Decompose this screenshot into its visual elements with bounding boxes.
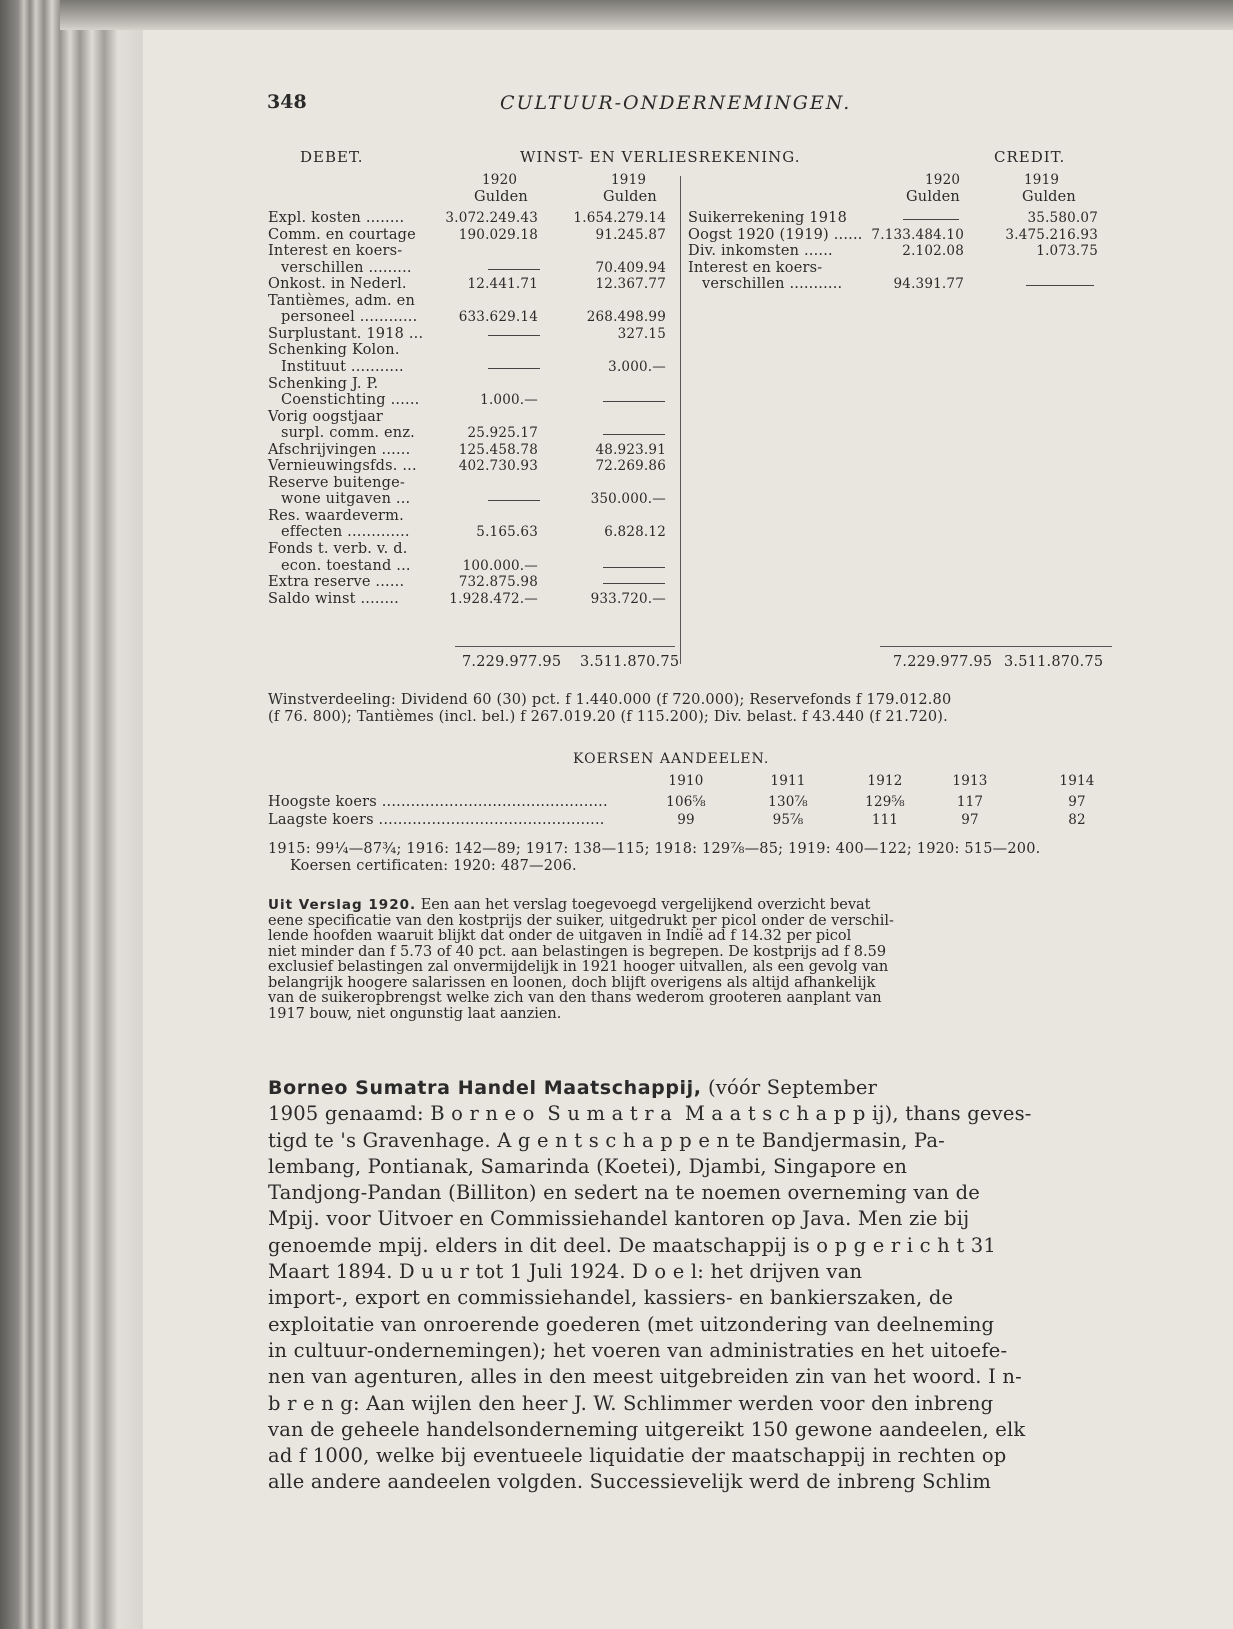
debet-value-1919: 6.828.12 bbox=[604, 524, 666, 541]
debet-heading: DEBET. bbox=[300, 148, 364, 166]
credit-total-b: 3.511.870.75 bbox=[1004, 654, 1104, 670]
debet-row-label: verschillen ......... bbox=[281, 259, 412, 276]
debet-row-label: Schenking J. P. bbox=[268, 375, 379, 392]
debet-row-label: Reserve buitenge- bbox=[268, 474, 406, 491]
debet-row-label: Saldo winst ........ bbox=[268, 590, 399, 607]
debet-value-1920: 12.441.71 bbox=[467, 276, 538, 293]
debet-year-a: 1920 bbox=[482, 172, 518, 188]
koersen-value: 130⅞ bbox=[768, 794, 808, 810]
company-line: 1905 genaamd: B o r n e o S u m a t r a M a a t s c h a p p ij), thans geves- bbox=[268, 1102, 1032, 1126]
debet-empty-1919 bbox=[603, 434, 665, 435]
koersen-value: 106⅝ bbox=[666, 794, 706, 810]
company-line: import-, export en commissiehandel, kassiers- en bankierszaken, de bbox=[268, 1286, 954, 1310]
debet-row-label: econ. toestand ... bbox=[281, 557, 411, 574]
debet-total-b: 3.511.870.75 bbox=[580, 654, 680, 670]
credit-row-label: verschillen ........... bbox=[702, 276, 843, 293]
verslag-paragraph bbox=[268, 898, 1118, 1022]
debet-value-1920: 5.165.63 bbox=[476, 524, 538, 541]
debet-value-1920: 1.928.472.— bbox=[449, 590, 538, 607]
credit-unit-b: Gulden bbox=[1022, 189, 1076, 205]
debet-value-1919: 268.498.99 bbox=[586, 309, 666, 326]
credit-empty-1920 bbox=[903, 219, 959, 220]
debet-row-label: Instituut ........... bbox=[281, 358, 404, 375]
debet-row-label: Afschrijvingen ...... bbox=[268, 441, 411, 458]
verslag-line-1: Een aan het verslag toegevoegd vergelijkend overzicht bevat bbox=[416, 897, 871, 913]
company-line: Tandjong-Pandan (Billiton) en sedert na te noemen overneming van de bbox=[268, 1181, 981, 1205]
koersen-row-label: Hoogste koers ............................................... bbox=[268, 794, 608, 810]
credit-total-rule bbox=[880, 646, 1112, 647]
debet-empty-1919 bbox=[603, 401, 665, 402]
debet-empty-1920 bbox=[488, 335, 540, 336]
debet-value-1920: 100.000.— bbox=[462, 557, 538, 574]
debet-value-1919: 12.367.77 bbox=[595, 276, 666, 293]
koersen-note-2: Koersen certificaten: 1920: 487—206. bbox=[290, 858, 577, 874]
book-top-edge bbox=[60, 0, 1233, 30]
debet-empty-1920 bbox=[488, 368, 540, 369]
koersen-year: 1914 bbox=[1059, 773, 1095, 789]
debet-row-label: Schenking Kolon. bbox=[268, 342, 400, 359]
koersen-value: 111 bbox=[871, 812, 899, 828]
debet-row-label: Interest en koers- bbox=[268, 243, 403, 260]
company-line: b r e n g: Aan wijlen den heer J. W. Schlimmer werden voor den inbreng bbox=[268, 1391, 994, 1415]
koersen-value: 97 bbox=[1068, 794, 1086, 810]
debet-value-1919: 3.000.— bbox=[608, 358, 666, 375]
credit-heading: CREDIT. bbox=[994, 148, 1066, 166]
account-title: WINST- EN VERLIESREKENING. bbox=[520, 148, 801, 166]
verslag-heading: Uit Verslag 1920. bbox=[268, 897, 417, 913]
verslag-line: niet minder dan f 5.73 of 40 pct. aan belastingen is begrepen. De kostprijs ad f 8.59 bbox=[268, 943, 887, 960]
koersen-value: 95⅞ bbox=[772, 812, 804, 828]
debet-value-1920: 1.000.— bbox=[480, 392, 538, 409]
credit-value-1920: 94.391.77 bbox=[893, 276, 964, 293]
koersen-year: 1912 bbox=[867, 773, 903, 789]
company-line: ad f 1000, welke bij eventueele liquidatie der maatschappij in rechten op bbox=[268, 1444, 1007, 1468]
company-lines bbox=[268, 1101, 1118, 1495]
koersen-year: 1911 bbox=[770, 773, 806, 789]
company-line: lembang, Pontianak, Samarinda (Koetei), Djambi, Singapore en bbox=[268, 1154, 908, 1178]
debet-row-label: Extra reserve ...... bbox=[268, 574, 405, 591]
debet-value-1920: 3.072.249.43 bbox=[445, 210, 538, 226]
debet-value-1919: 327.15 bbox=[617, 325, 666, 342]
debet-row-label: Vernieuwingsfds. ... bbox=[268, 458, 417, 475]
debet-year-b: 1919 bbox=[611, 172, 647, 188]
credit-value-1919: 1.073.75 bbox=[1036, 243, 1098, 260]
debet-unit-a: Gulden bbox=[474, 189, 528, 205]
verslag-line: van de suikeropbrengst welke zich van den thans wederom grooteren aanplant van bbox=[268, 990, 882, 1006]
koersen-row-label: Laagste koers ............................................... bbox=[268, 812, 605, 828]
debet-row-label: Expl. kosten ........ bbox=[268, 210, 405, 226]
debet-empty-1920 bbox=[488, 269, 540, 270]
debet-empty-1920 bbox=[488, 500, 540, 501]
credit-year-a: 1920 bbox=[925, 172, 961, 188]
debet-value-1919: 1.654.279.14 bbox=[573, 210, 666, 226]
koersen-value: 117 bbox=[956, 794, 984, 810]
debet-value-1919: 72.269.86 bbox=[595, 458, 666, 475]
debet-row-label: effecten ............. bbox=[281, 524, 410, 541]
debet-value-1920: 732.875.98 bbox=[458, 574, 538, 591]
credit-row-label: Div. inkomsten ...... bbox=[688, 243, 833, 260]
debet-empty-1919 bbox=[603, 583, 665, 584]
debet-row-label: Tantièmes, adm. en bbox=[268, 292, 415, 309]
debet-row-label: Comm. en courtage bbox=[268, 226, 416, 243]
debet-value-1920: 633.629.14 bbox=[458, 309, 538, 326]
koersen-note-1: 1915: 99¼—87¾; 1916: 142—89; 1917: 138—115; 1918: 129⅞—85; 1919: 400—122; 1920: 515—200. bbox=[268, 841, 1041, 857]
credit-row-label: Interest en koers- bbox=[688, 259, 823, 276]
credit-row-label: Suikerrekening 1918 bbox=[688, 210, 847, 226]
company-paragraph bbox=[268, 1075, 1118, 1496]
debet-value-1919: 933.720.— bbox=[590, 590, 666, 607]
company-name: Borneo Sumatra Handel Maatschappij, bbox=[268, 1077, 702, 1099]
debet-value-1920: 402.730.93 bbox=[458, 458, 538, 475]
credit-empty-1919 bbox=[1026, 285, 1094, 286]
debet-value-1920: 190.029.18 bbox=[458, 226, 538, 243]
debet-value-1920: 125.458.78 bbox=[458, 441, 538, 458]
company-line: tigd te 's Gravenhage. A g e n t s c h a p p e n te Bandjermasin, Pa- bbox=[268, 1128, 945, 1152]
company-line: alle andere aandeelen volgden. Successievelijk werd de inbreng Schlim bbox=[268, 1470, 992, 1494]
koersen-value: 129⅝ bbox=[865, 794, 905, 810]
credit-value-1920: 2.102.08 bbox=[902, 243, 964, 260]
koersen-value: 99 bbox=[677, 812, 695, 828]
debet-row-label: Onkost. in Nederl. bbox=[268, 276, 407, 293]
debet-total-rule bbox=[455, 646, 675, 647]
verslag-line: exclusief belastingen zal onvermijdelijk in 1921 hooger uitvallen, als een gevolg van bbox=[268, 959, 889, 975]
running-title: CULTUUR-ONDERNEMINGEN. bbox=[500, 92, 852, 114]
debet-row-label: surpl. comm. enz. bbox=[281, 425, 415, 442]
winstverdeeling-line-1: Winstverdeeling: Dividend 60 (30) pct. f 1.440.000 (f 720.000); Reservefonds f 179.012.80 bbox=[268, 692, 952, 708]
winstverdeeling-line-2: (f 76. 800); Tantièmes (incl. bel.) f 267.019.20 (f 115.200); Div. belast. f 43.440 (f 21.720). bbox=[268, 709, 948, 725]
company-line-1: (vóór September bbox=[701, 1076, 878, 1099]
verslag-line: eene specificatie van den kostprijs der suiker, uitgedrukt per picol onder de verschil- bbox=[268, 912, 894, 929]
account-divider bbox=[680, 176, 681, 664]
verslag-line: belangrijk hoogere salarissen en loonen, doch blijft overigens als altijd afhankelijk bbox=[268, 974, 876, 991]
koersen-value: 97 bbox=[961, 812, 979, 828]
debet-value-1919: 91.245.87 bbox=[595, 226, 666, 243]
debet-value-1919: 48.923.91 bbox=[595, 441, 666, 458]
debet-unit-b: Gulden bbox=[603, 189, 657, 205]
verslag-line: lende hoofden waaruit blijkt dat onder de uitgaven in Indië ad f 14.32 per picol bbox=[268, 928, 852, 944]
credit-value-1919: 35.580.07 bbox=[1027, 210, 1098, 226]
debet-value-1919: 350.000.— bbox=[590, 491, 666, 508]
company-line: genoemde mpij. elders in dit deel. De maatschappij is o p g e r i c h t 31 bbox=[268, 1233, 996, 1257]
debet-value-1919: 70.409.94 bbox=[595, 259, 666, 276]
debet-row-label: Surplustant. 1918 ... bbox=[268, 325, 424, 342]
company-line: in cultuur-ondernemingen); het voeren van administraties en het uitoefe- bbox=[268, 1338, 1008, 1362]
company-line: exploitatie van onroerende goederen (met uitzondering van deelneming bbox=[268, 1312, 995, 1336]
debet-empty-1919 bbox=[603, 567, 665, 568]
credit-year-b: 1919 bbox=[1024, 172, 1060, 188]
company-line: van de geheele handelsonderneming uitgereikt 150 gewone aandeelen, elk bbox=[268, 1417, 1026, 1441]
debet-row-label: Res. waardeverm. bbox=[268, 507, 404, 524]
koersen-year: 1913 bbox=[952, 773, 988, 789]
debet-row-label: Coenstichting ...... bbox=[281, 392, 420, 409]
koersen-year: 1910 bbox=[668, 773, 704, 789]
verslag-line: 1917 bouw, niet ongunstig laat aanzien. bbox=[268, 1005, 562, 1022]
debet-value-1920: 25.925.17 bbox=[467, 425, 538, 442]
debet-row-label: Vorig oogstjaar bbox=[268, 408, 384, 425]
koersen-value: 82 bbox=[1068, 812, 1086, 828]
company-line: nen van agenturen, alles in den meest uitgebreiden zin van het woord. I n- bbox=[268, 1365, 1022, 1389]
debet-total-a: 7.229.977.95 bbox=[462, 654, 562, 670]
credit-value-1919: 3.475.216.93 bbox=[1005, 226, 1098, 243]
koersen-title: KOERSEN AANDEELEN. bbox=[573, 751, 770, 767]
credit-total-a: 7.229.977.95 bbox=[893, 654, 993, 670]
credit-value-1920: 7.133.484.10 bbox=[871, 226, 964, 243]
debet-row-label: wone uitgaven ... bbox=[281, 491, 411, 508]
company-line: Mpij. voor Uitvoer en Commissiehandel kantoren op Java. Men zie bij bbox=[268, 1207, 970, 1231]
credit-unit-a: Gulden bbox=[906, 189, 960, 205]
page-number: 348 bbox=[267, 91, 307, 113]
company-line: Maart 1894. D u u r tot 1 Juli 1924. D o e l: het drijven van bbox=[268, 1260, 863, 1284]
credit-row-label: Oogst 1920 (1919) ...... bbox=[688, 226, 863, 243]
verslag-lines bbox=[268, 914, 1118, 1023]
debet-row-label: personeel ............ bbox=[281, 309, 418, 326]
debet-row-label: Fonds t. verb. v. d. bbox=[268, 541, 408, 557]
